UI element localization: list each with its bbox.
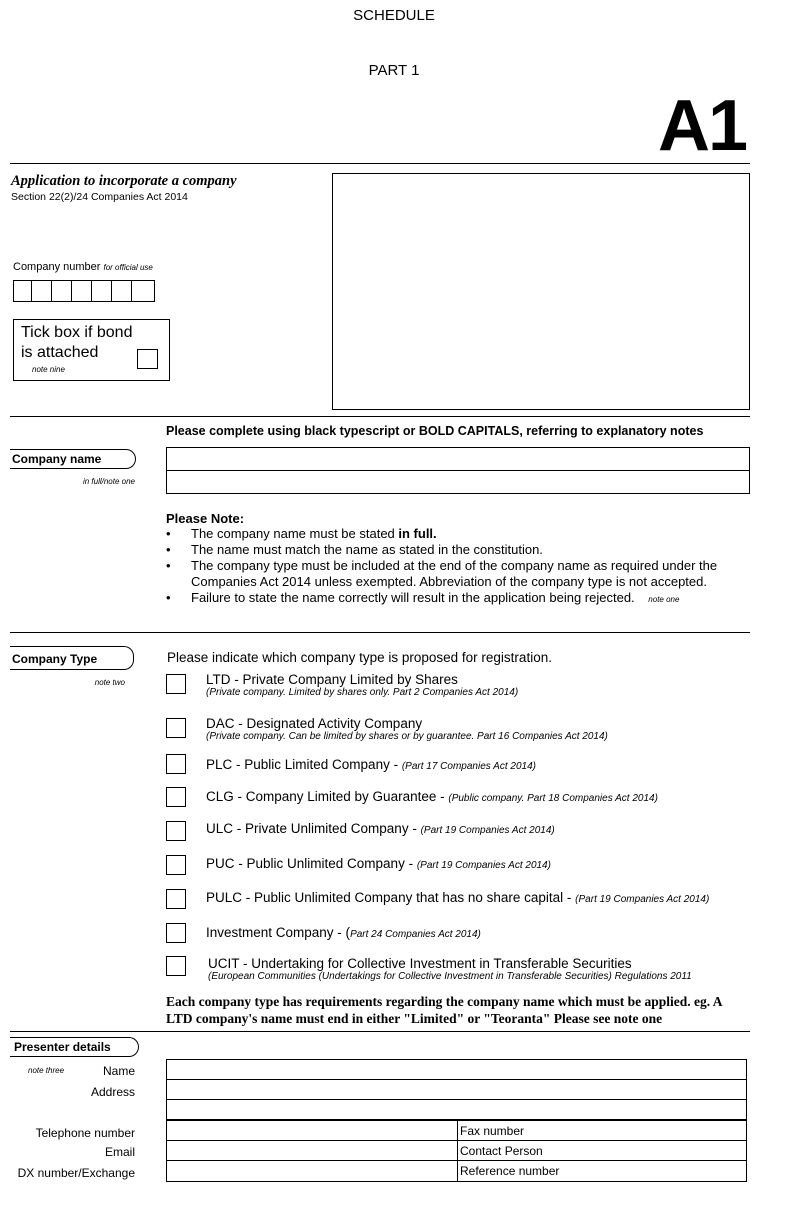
- reference-number-label: Reference number: [460, 1164, 560, 1178]
- company-type-note: note two: [94, 678, 125, 687]
- option-label: CLG - Company Limited by Guarantee -: [206, 789, 449, 804]
- company-name-note: in full/note one: [82, 477, 135, 486]
- presenter-note: note three: [28, 1066, 65, 1075]
- option-label: DAC - Designated Activity Company: [206, 716, 423, 731]
- checkbox-investment[interactable]: [166, 923, 186, 943]
- contact-person-field[interactable]: [457, 1140, 747, 1161]
- note-item: • The company type must be included at the end of the company name as required under the Companies Act 2014 unless exempted. Abbreviation of the company type is not accepted.: [166, 558, 736, 590]
- option-plc: [206, 757, 536, 772]
- bond-box: [13, 319, 170, 381]
- bond-line2: is attached: [21, 344, 99, 361]
- divider-4: [10, 1031, 750, 1032]
- note-item-text: Failure to state the name correctly will result in the application being rejected.: [191, 590, 635, 605]
- bond-checkbox[interactable]: [137, 349, 158, 369]
- option-ref: Part 24 Companies Act 2014): [350, 929, 481, 940]
- option-ltd: [206, 672, 518, 698]
- option-ref: (Part 19 Companies Act 2014): [575, 894, 710, 905]
- option-dac: [206, 716, 608, 742]
- company-number-note: for official use: [103, 263, 153, 272]
- note-item-bold: in full.: [398, 526, 437, 541]
- presenter-details-tab: Presenter details: [10, 1037, 139, 1057]
- option-label: PLC - Public Limited Company -: [206, 757, 402, 772]
- divider-2: [10, 416, 750, 417]
- checkbox-ltd[interactable]: [166, 674, 186, 694]
- option-investment: [206, 925, 481, 940]
- option-sub: (Private company. Can be limited by shares or by guarantee. Part 16 Companies Act 2014): [206, 731, 608, 742]
- company-type-tab: Company Type: [10, 646, 134, 670]
- dx-field[interactable]: [166, 1160, 458, 1182]
- bond-note: note nine: [32, 365, 65, 374]
- company-name-line2[interactable]: [166, 470, 750, 494]
- divider-top: [10, 163, 750, 164]
- address-label: Address: [90, 1085, 135, 1099]
- checkbox-puc[interactable]: [166, 855, 186, 875]
- option-puc: [206, 856, 551, 871]
- company-name-tab: Company name: [10, 449, 136, 469]
- presenter-address-field-2[interactable]: [166, 1099, 747, 1120]
- option-ref: (Part 19 Companies Act 2014): [420, 825, 555, 836]
- option-ref: (Public company. Part 18 Companies Act 2014): [448, 793, 658, 804]
- option-label: LTD - Private Company Limited by Shares: [206, 672, 458, 687]
- checkbox-ulc[interactable]: [166, 821, 186, 841]
- note-item: [166, 526, 736, 542]
- please-note-heading: Please Note:: [166, 511, 245, 526]
- bond-line1: Tick box if bond: [21, 324, 133, 341]
- telephone-field[interactable]: [166, 1120, 458, 1141]
- note-item-note: note one: [648, 595, 680, 604]
- checkbox-pulc[interactable]: [166, 889, 186, 909]
- option-sub: (European Communities (Undertakings for Collective Investment in Transferable Securities) Regulations 2011: [208, 971, 692, 982]
- option-ref: (Part 17 Companies Act 2014): [401, 761, 536, 772]
- option-sub: (Private company. Limited by shares only. Part 2 Companies Act 2014): [206, 687, 519, 698]
- part-heading: PART 1: [368, 62, 420, 79]
- option-ucit: [208, 956, 692, 982]
- telephone-label: Telephone number: [35, 1126, 135, 1140]
- schedule-heading: SCHEDULE: [353, 7, 435, 24]
- name-label: Name: [102, 1064, 135, 1078]
- section-reference: Section 22(2)/24 Companies Act 2014: [11, 191, 188, 203]
- option-ulc: [206, 821, 555, 836]
- company-number-label: [13, 261, 153, 273]
- note-item-text: The company name must be stated: [191, 526, 399, 541]
- note-item: • The name must match the name as stated in the constitution.: [166, 542, 736, 558]
- footer-line1: Each company type has requirements regarding the company name which must be applied. eg. A: [166, 994, 723, 1009]
- option-pulc: [206, 890, 709, 905]
- option-clg: [206, 789, 658, 804]
- checkbox-clg[interactable]: [166, 787, 186, 807]
- official-use-box: [332, 173, 750, 410]
- reference-number-field[interactable]: [457, 1160, 747, 1182]
- option-label: UCIT - Undertaking for Collective Investment in Transferable Securities: [208, 956, 632, 971]
- instruction-text: Please complete using black typescript or BOLD CAPITALS, referring to explanatory notes: [166, 424, 704, 438]
- presenter-name-field[interactable]: [166, 1059, 747, 1080]
- fax-label: Fax number: [460, 1124, 525, 1138]
- option-label: PULC - Public Unlimited Company that has no share capital -: [206, 890, 576, 905]
- contact-person-label: Contact Person: [460, 1144, 543, 1158]
- note-item: [166, 590, 736, 608]
- footer-line2: LTD company's name must end in either "Limited" or "Teoranta" Please see note one: [166, 1011, 663, 1026]
- email-label: Email: [104, 1145, 135, 1159]
- option-label: ULC - Private Unlimited Company -: [206, 821, 421, 836]
- option-ref: (Part 19 Companies Act 2014): [416, 860, 551, 871]
- checkbox-ucit[interactable]: [166, 956, 186, 976]
- dx-label: DX number/Exchange: [17, 1166, 135, 1180]
- presenter-address-field-1[interactable]: [166, 1079, 747, 1100]
- fax-field[interactable]: [457, 1120, 747, 1141]
- checkbox-plc[interactable]: [166, 754, 186, 774]
- company-name-line1[interactable]: [166, 447, 750, 471]
- divider-3: [10, 632, 750, 633]
- option-label: PUC - Public Unlimited Company -: [206, 856, 417, 871]
- form-title: Application to incorporate a company: [11, 173, 237, 189]
- please-note-list: [166, 526, 736, 608]
- company-type-prompt: Please indicate which company type is proposed for registration.: [167, 650, 552, 665]
- form-code: A1: [657, 86, 746, 166]
- option-label: Investment Company - (: [206, 925, 351, 940]
- email-field[interactable]: [166, 1140, 458, 1161]
- company-number-field[interactable]: [13, 280, 155, 302]
- checkbox-dac[interactable]: [166, 718, 186, 738]
- company-type-footer: [166, 993, 723, 1027]
- company-number-label-text: Company number: [13, 261, 101, 273]
